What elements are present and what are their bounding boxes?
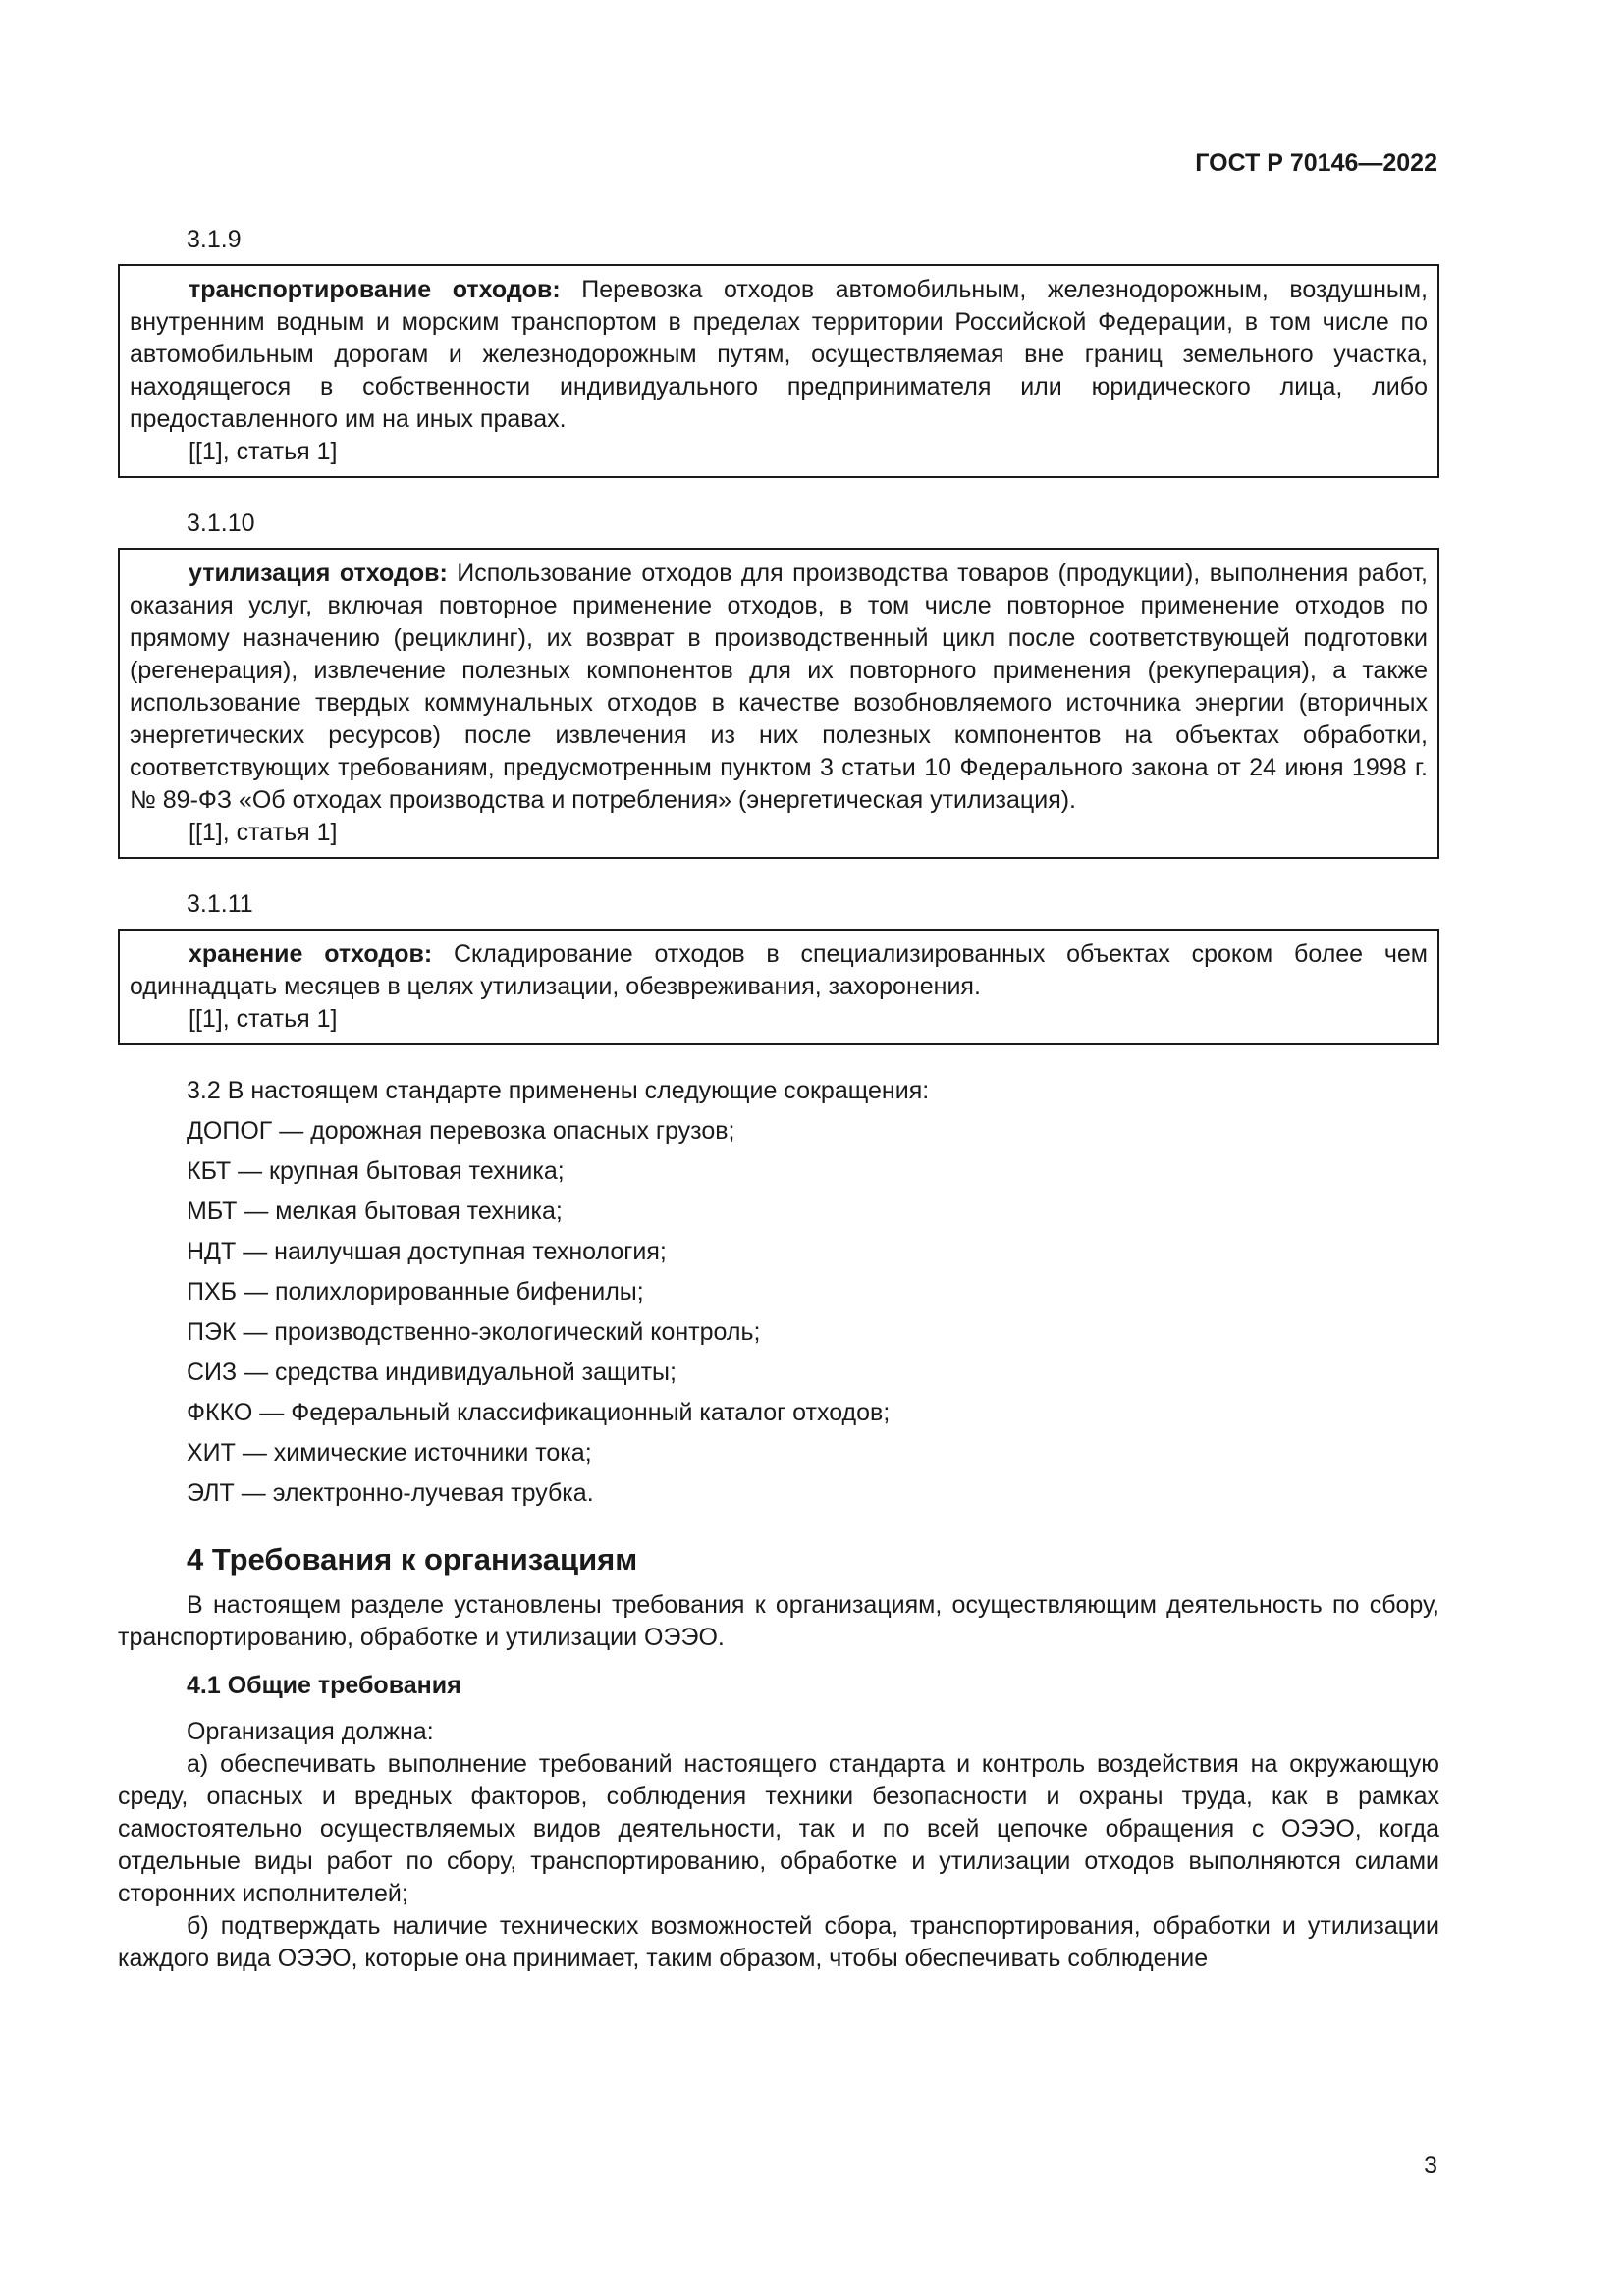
- term-text: Перевозка отходов автомобильным, железнодорожным, воздушным, внутренним водным и морским транспортом в пределах территории Российской Федерации, в том числе по автомобильным дорогам и железнодорожным путям, осуществляемая вне границ земельного участка, находящегося в собственности индивидуального предпринимателя или юридического лица, либо предоставленного им на иных правах.: [130, 276, 1428, 433]
- term-number: 3.1.9: [187, 226, 242, 253]
- abbreviation-item: ХИТ — химические источники тока;: [187, 1439, 592, 1467]
- document-code: ГОСТ Р 70146—2022: [1195, 149, 1437, 177]
- term-number: 3.1.10: [187, 509, 255, 537]
- term-box: [118, 929, 1439, 1045]
- term-reference: [[1], статья 1]: [189, 438, 338, 465]
- term-text: Использование отходов для производства товаров (продукции), выполнения работ, оказания услуг, включая повторное применение отходов, в том числе повторное применение отходов по прямому назначению (рециклинг), их возврат в производственный цикл после соответствующей подготовки (регенерация), извлечение полезных компонентов для их повторного применения (рекуперация), а также использование твердых коммунальных отходов в качестве возобновляемого источника энергии (вторичных энергетических ресурсов) после извлечения из них полезных компонентов на объектах обработки, соответствующих требованиям, предусмотренным пунктом 3 статьи 10 Федерального закона от 24 июня 1998 г. № 89-ФЗ «Об отходах производства и потребления» (энергетическая утилизация).: [130, 560, 1428, 814]
- subsection-title: 4.1 Общие требования: [187, 1672, 461, 1699]
- section-intro: В настоящем разделе установлены требования к организациям, осуществляющим деятельность по сбору, транспортированию, обработке и утилизации ОЭЭО.: [118, 1591, 1439, 1651]
- term-box: [118, 264, 1439, 478]
- term-text: Складирование отходов в специализированных объектах сроком более чем одиннадцать месяцев в целях утилизации, обезвреживания, захоронения.: [130, 940, 1428, 1000]
- abbreviation-item: СИЗ — средства индивидуальной защиты;: [187, 1359, 677, 1386]
- term-definition: [130, 938, 1428, 1003]
- abbreviation-item: ПЭК — производственно-экологический контроль;: [187, 1318, 761, 1346]
- term-name: транспортирование отходов:: [189, 276, 561, 303]
- abbreviation-item: НДТ — наилучшая доступная технология;: [187, 1238, 667, 1265]
- abbreviation-item: ДОПОГ — дорожная перевозка опасных грузов;: [187, 1117, 735, 1145]
- term-definition: [130, 558, 1428, 817]
- section-title: 4 Требования к организациям: [187, 1542, 638, 1576]
- term-number: 3.1.11: [187, 890, 253, 918]
- abbreviation-item: ПХБ — полихлорированные бифенилы;: [187, 1278, 644, 1306]
- term-definition: [130, 274, 1428, 436]
- subsection-lead: Организация должна:: [187, 1718, 434, 1745]
- abbreviation-item: ЭЛТ — электронно-лучевая трубка.: [187, 1479, 594, 1507]
- abbreviations-intro: 3.2 В настоящем стандарте применены следующие сокращения:: [187, 1077, 930, 1104]
- page-number: 3: [1424, 2152, 1437, 2179]
- term-name: утилизация отходов:: [189, 560, 448, 587]
- term-reference: [[1], статья 1]: [189, 819, 338, 846]
- requirement-item: а) обеспечивать выполнение требований настоящего стандарта и контроль воздействия на окружающую среду, опасных и вредных факторов, соблюдения техники безопасности и охраны труда, как в рамках самостоятельно осуществляемых видов деятельности, так и по всей цепочке обращения с ОЭЭО, когда отдельные виды работ по сбору, транспортированию, обработке и утилизации отходов выполняются силами сторонних исполнителей;: [118, 1750, 1439, 1907]
- term-box: [118, 548, 1439, 859]
- abbreviation-item: МБТ — мелкая бытовая техника;: [187, 1198, 563, 1225]
- requirement-item: б) подтверждать наличие технических возможностей сбора, транспортирования, обработки и утилизации каждого вида ОЭЭО, которые она принимает, таким образом, чтобы обеспечивать соблюдение: [118, 1912, 1439, 1972]
- abbreviation-item: ФККО — Федеральный классификационный каталог отходов;: [187, 1399, 891, 1426]
- abbreviations-list: [118, 1115, 1439, 1518]
- term-name: хранение отходов:: [189, 940, 433, 968]
- abbreviation-item: КБТ — крупная бытовая техника;: [187, 1157, 565, 1185]
- term-reference: [[1], статья 1]: [189, 1005, 338, 1033]
- page-content: [118, 224, 1439, 1975]
